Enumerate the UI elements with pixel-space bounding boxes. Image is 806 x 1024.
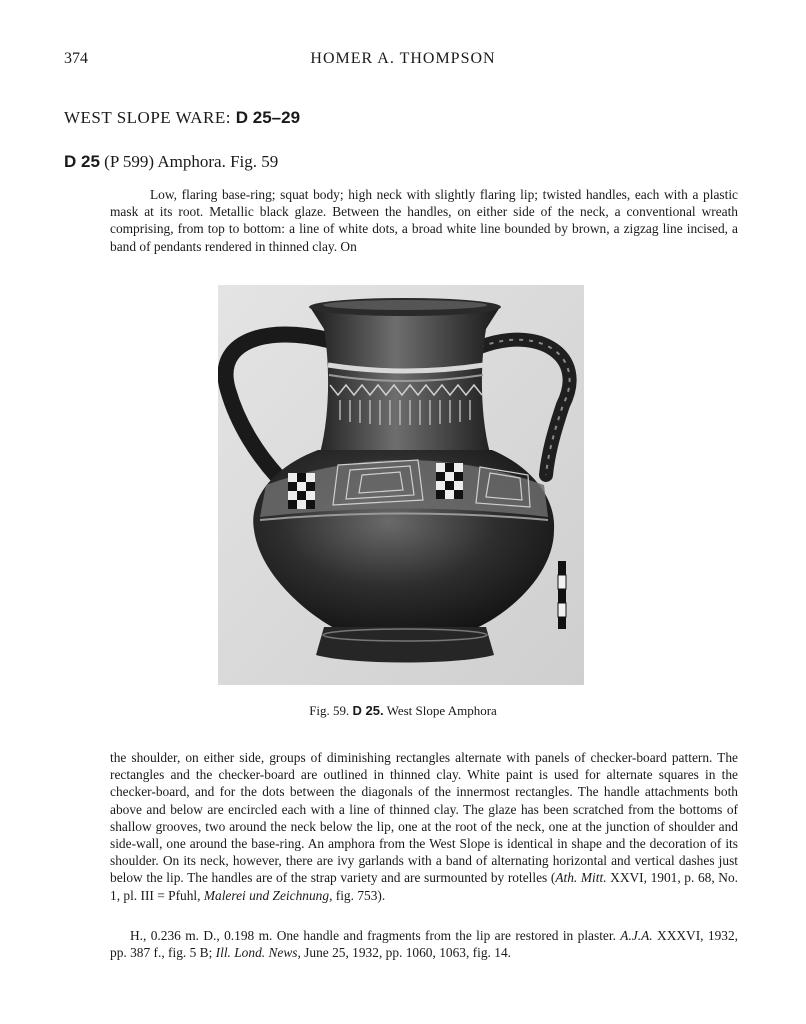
section-heading-text: WEST SLOPE WARE:	[64, 108, 236, 127]
caption-text: West Slope Amphora	[383, 703, 497, 718]
description-paragraph-2	[110, 749, 738, 904]
page-number: 374	[64, 50, 88, 67]
caption-code: D 25.	[352, 703, 384, 718]
figure-caption	[0, 703, 806, 719]
para3-start: H., 0.236 m. D., 0.198 m. One handle and fragments from the lip are restored in plaster.	[130, 928, 621, 943]
section-heading-code: D 25–29	[235, 108, 301, 127]
amphora-foot	[316, 627, 494, 663]
running-head: HOMER A. THOMPSON	[310, 50, 496, 67]
para2-text: the shoulder, on either side, groups of diminishing rectangles alternate with panels of checker-board pattern. The rectangles and the checker-board are outlined in thinned clay. White paint is used for alternate squares in the checker-board, and for the dots between the diagonals of the innermost rectangles. The handle attachments both above and below are encircled each with a line of thinned clay. The glaze has been scratched from the bottoms of shallow grooves, two around the neck below the lip, one at the root of the neck, one at the junction of shoulder and side-wall, one around the base-ring. An amphora from the West Slope is identical in shape and the decoration of its shoulder. On its neck, however, there are ivy garlands with a band of alternating horizontal and vertical dashes just below the lip. The handles are of the strap variety and are surmounted by rotelles (	[110, 750, 738, 886]
scale-bar	[558, 561, 566, 629]
dimensions-paragraph	[110, 927, 738, 961]
entry-code: D 25	[64, 152, 100, 171]
para3-end: , June 25, 1932, pp. 1060, 1063, fig. 14.	[297, 945, 511, 961]
section-heading	[64, 108, 300, 128]
para3-mid: XXXVI, 1932, pp. 387 f., fig. 5 B;	[110, 928, 738, 961]
para2-ref-malerei: Malerei und Zeichnung	[203, 887, 330, 903]
description-paragraph-1: Low, flaring base-ring; squat body; high neck with slightly flaring lip; twisted handles, each with a plastic mask at its root. Metallic black glaze. Between the handles, on either side of the neck, a conventional wreath comprising, from top to bottom: a line of white dots, a broad white line bounded by brown, a zigzag line incised, a band of pendants rendered in thinned clay. On	[110, 187, 738, 254]
checkerboard-left	[288, 473, 315, 509]
entry-title: (P 599) Amphora. Fig. 59	[99, 152, 279, 171]
para3-ref-aja: A.J.A.	[620, 928, 653, 943]
para3-ref-ill-lond-news: Ill. Lond. News	[215, 945, 298, 961]
checkerboard-right	[436, 463, 463, 499]
para2-ref-ath-mitt: Ath. Mitt.	[555, 870, 607, 886]
amphora-photograph	[218, 285, 584, 685]
para2-end: , fig. 753).	[329, 887, 386, 903]
para2-ref1-rest: XXVI, 1901, p. 68, No. 1, pl. III = Pfuhl,	[110, 870, 738, 903]
entry-heading	[64, 152, 278, 172]
caption-label: Fig. 59.	[309, 703, 353, 718]
